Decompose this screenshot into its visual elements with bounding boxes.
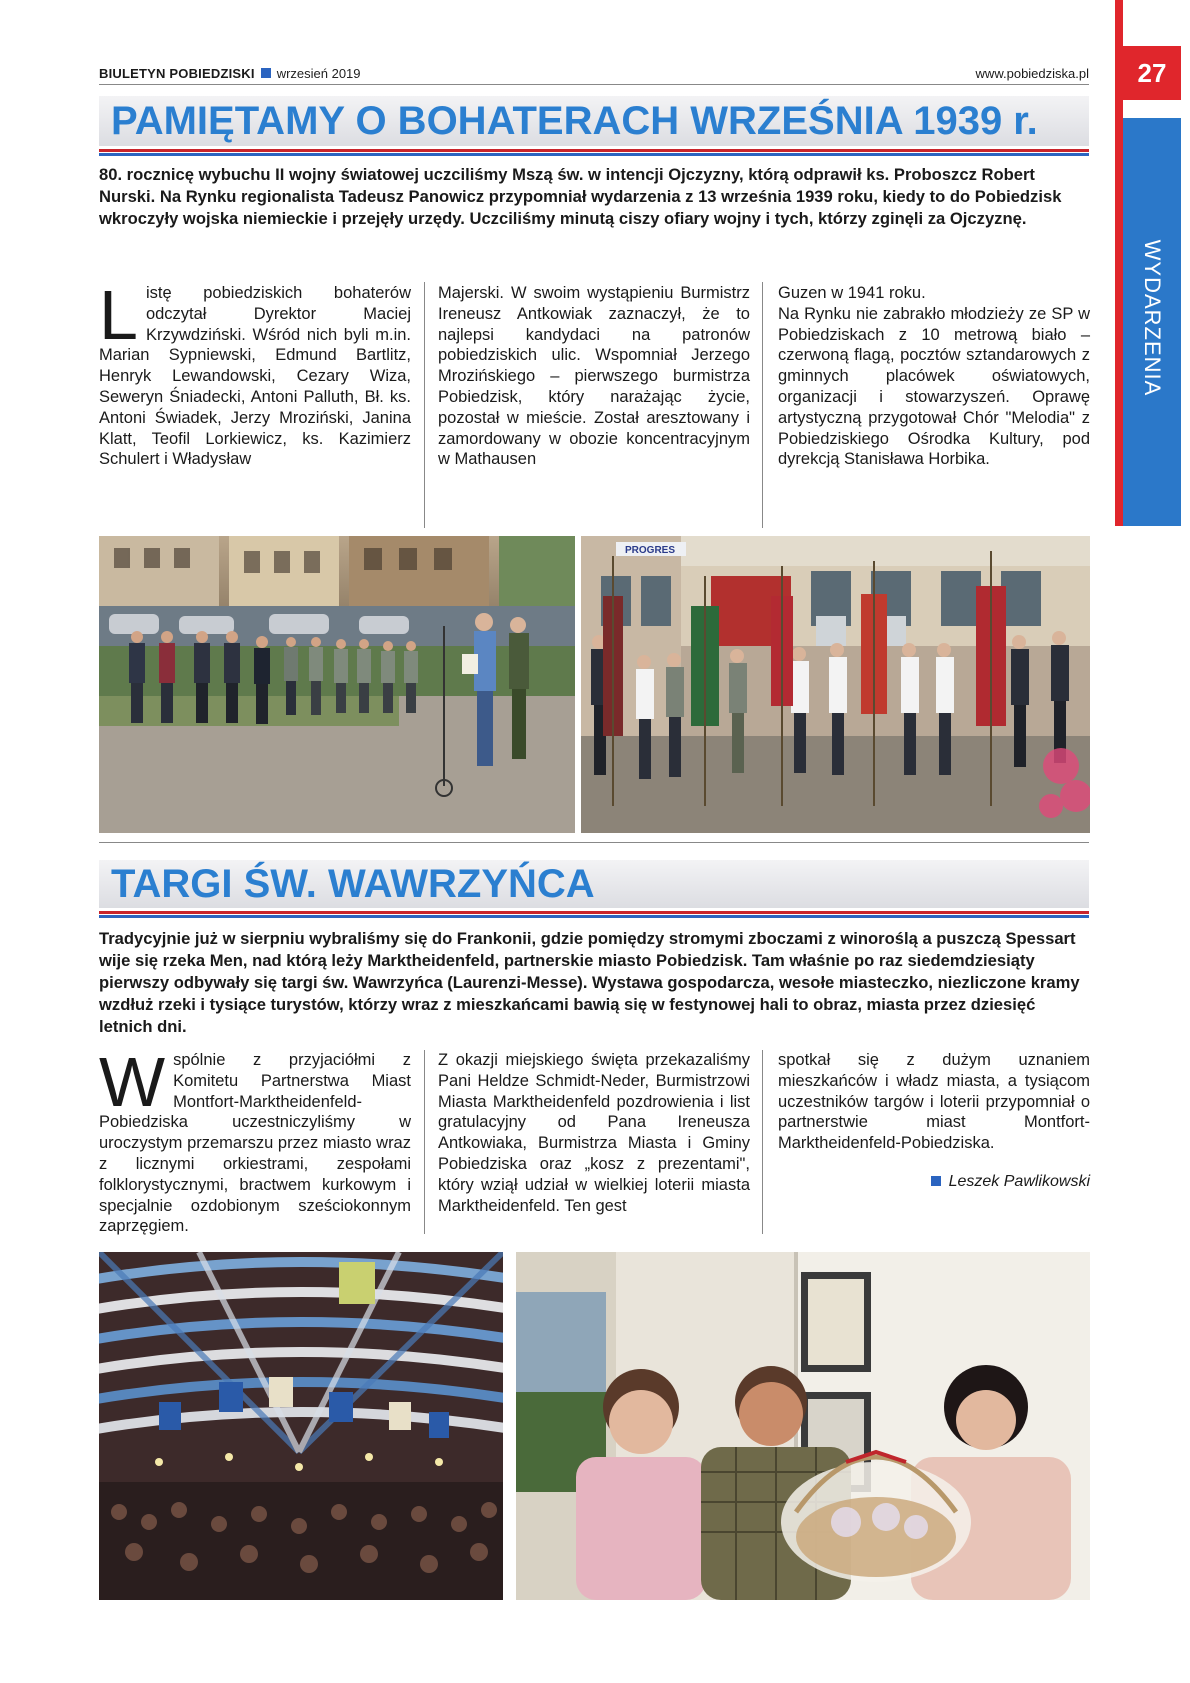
article2-title: TARGI ŚW. WAWRZYŃCA xyxy=(111,862,595,906)
article2-dropcap: W xyxy=(99,1043,166,1121)
article1-column-2 xyxy=(438,283,750,470)
photo-flag-bearers xyxy=(581,536,1090,833)
column-divider xyxy=(424,1050,425,1234)
progres-sign: PROGRES xyxy=(625,545,676,556)
column-divider xyxy=(762,1050,763,1234)
article2-column-1 xyxy=(99,1043,411,1237)
article1-column-1 xyxy=(99,276,411,470)
article2-column-2 xyxy=(438,1050,750,1216)
article1-lead: 80. rocznicę wybuchu II wojny światowej uczciliśmy Mszą św. w intencji Ojczyzny, którą odprawił ks. Proboszcz Robert Nurski. Na Rynku regionalista Tadeusz Panowicz przypomniał wydarzenia z 13 września 1939 roku, kiedy to do Pobiedzisk wkroczyły wojska niemieckie i przejęły urzędy. Uczciliśmy minutą ciszy ofiary wojny i tych, którzy zginęli za Ojczyznę. xyxy=(99,165,1062,228)
page-number: 27 xyxy=(1123,46,1181,100)
article1-col1-text: istę pobiedziskich bohaterów odczytał Dyrektor Maciej Krzywdziński. Wśród nich byli m.in. Marian Sypniewski, Edmund Bartlitz, Henryk Lewandowski, Cezary Wiza, Seweryn Śniadecki, Antoni Palluth, Bł. ks. Antoni Świadek, Jerzy Mroziński, Janina Klatt, Teofil Lorkiewicz, ks. Kazimierz Schulert i Władysław xyxy=(99,284,411,469)
article2-lead: Tradycyjnie już w sierpniu wybraliśmy się do Frankonii, gdzie pomiędzy stromymi zboczami z winoroślą a puszczą Spessart wije się rzeka Men, nad którą leży Marktheidenfeld, partnerskie miasto Pobiedzisk. Tam właśnie po raz siedemdziesiąty pierwszy odbywały się targi św. Wawrzyńca (Laurenzi-Messe). Wystawa gospodarcza, wesołe miasteczko, niezliczone kramy wzdłuż rzeki i tysiące turystów, którzy wraz z mieszkańcami bawią się w festynowej hali to obraz, miasta przez dziesięć letnich dni. xyxy=(99,929,1080,1036)
article1-col2-text: Majerski. W swoim wystąpieniu Burmistrz Ireneusz Antkowiak zaznaczył, że to najlepsi kandydaci na patronów pobiedziskich ulic. Wspomniał Jerzego Mrozińskiego – pierwszego burmistrza Pobiedzisk, który narażając życie, pozostał w mieście. Został aresztowany i zamordowany w obozie koncentracyjnym w Mathausen xyxy=(438,284,750,469)
article2-col1-text: spólnie z przyjaciółmi z Komitetu Partnerstwa Miast Montfort-Marktheidenfeld-Pobiedziska uczestniczyliśmy w uroczystym przemarszu przez miasto wraz z licznymi orkiestrami, zespołami folklorystycznymi, bractwem kurkowym i specjalnie ozdobionym sześciokonnym zaprzęgiem. xyxy=(99,1051,411,1236)
article2-column-3 xyxy=(778,1050,1090,1193)
header-divider xyxy=(99,84,1089,85)
column-divider xyxy=(762,282,763,528)
article1-dropcap: L xyxy=(99,276,138,354)
section-tab-label: WYDARZENIA xyxy=(1140,239,1165,397)
author-name: Leszek Pawlikowski xyxy=(948,1172,1090,1190)
article1-col3b-text: Na Rynku nie zabrakło młodzieży ze SP w Pobiedziskach z 10 metrową biało – czerwoną flagą, pocztów sztandarowych z gminnych placówek oświatowych, organizacji i stowarzyszeń. Oprawę artystyczną przygotował Chór "Melodia" z Pobiedziskiego Ośrodka Kultury, pod dyrekcją Stanisława Horbika. xyxy=(778,304,1090,469)
header-square-icon xyxy=(261,68,271,78)
article2-col2-text: Z okazji miejskiego święta przekazaliśmy Pani Heldze Schmidt-Neder, Burmistrzowi Miasta Marktheidenfeld pozdrowienia i list gratulacyjny od Pana Ireneusza Antkowiaka, Burmistrza Miasta i Gminy Pobiedziska oraz „kosz z prezentami", który wziął udział w wielkiej loterii miasta Marktheidenfeld. Ten gest xyxy=(438,1051,750,1215)
photo-gift-basket xyxy=(516,1252,1090,1600)
section-divider xyxy=(99,842,1089,843)
article2-title-banner xyxy=(99,860,1089,908)
website-link[interactable]: www.pobiedziska.pl xyxy=(975,66,1089,81)
signature-square-icon xyxy=(931,1176,941,1186)
article1-title: PAMIĘTAMY O BOHATERACH WRZEŚNIA 1939 r. xyxy=(111,99,1038,143)
page-header xyxy=(99,66,1089,84)
article2-col3-text: spotkał się z dużym uznaniem mieszkańców i władz miasta, a tysiącom uczestników targów i loterii przypomniał o partnerstwie miast Montfort-Marktheidenfeld-Pobiedziska. xyxy=(778,1051,1090,1153)
issue-date: wrzesień 2019 xyxy=(276,66,361,81)
article1-title-banner xyxy=(99,96,1089,146)
photo-ceremony-scouts xyxy=(99,536,575,833)
photo-festival-tent xyxy=(99,1252,503,1600)
column-divider xyxy=(424,282,425,528)
article1-column-3 xyxy=(778,283,1090,470)
article1-col3a-text: Guzen w 1941 roku. xyxy=(778,284,926,302)
publication-name: BIULETYN POBIEDZISKI xyxy=(99,66,255,81)
page-edge-stripe xyxy=(1115,0,1123,526)
article-signature xyxy=(778,1172,1090,1193)
